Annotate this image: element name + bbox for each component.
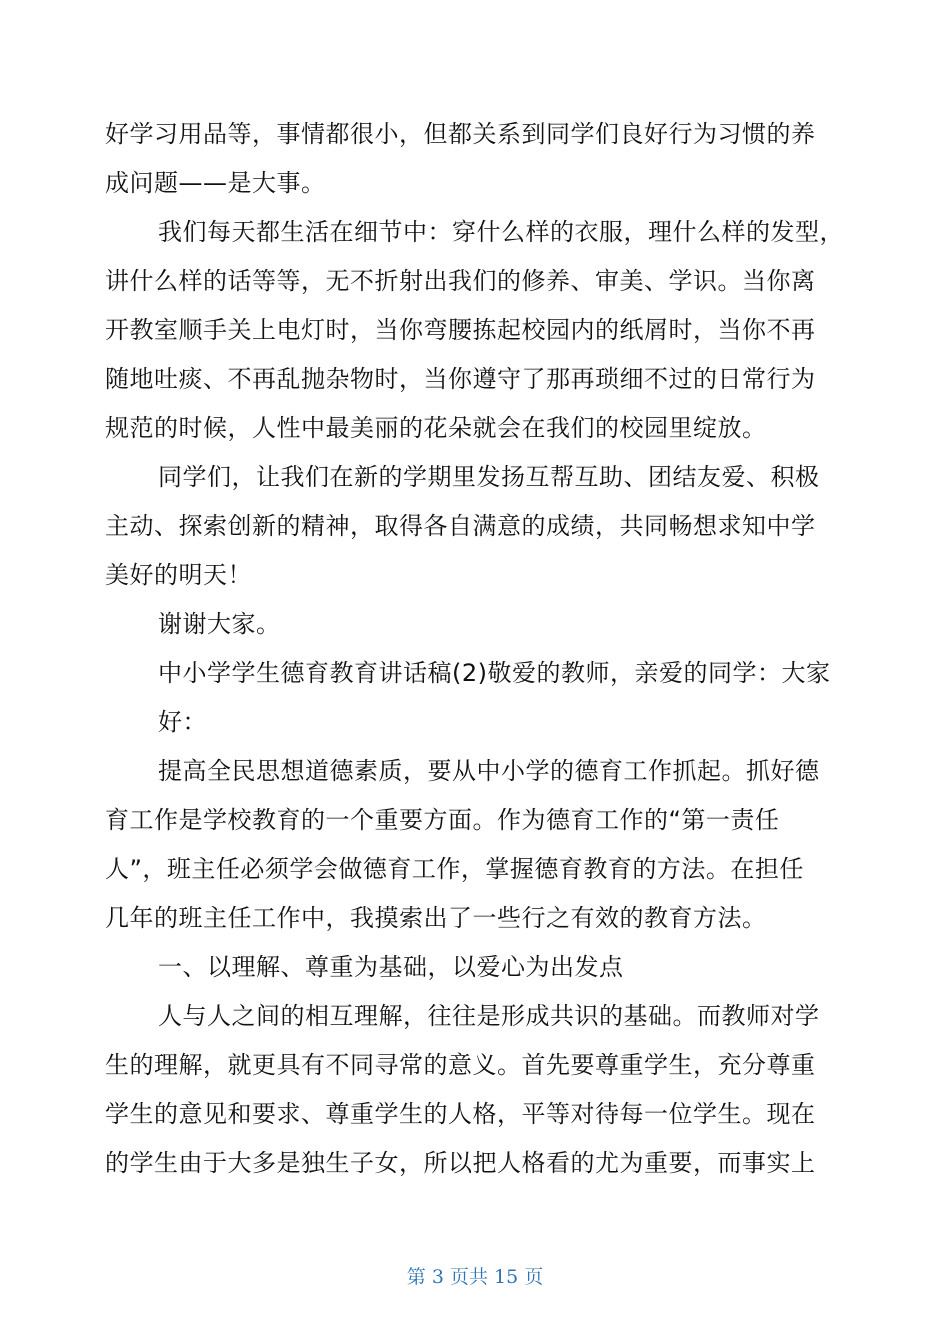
text-line: 规范的时候，人性中最美丽的花朵就会在我们的校园里绽放。: [105, 414, 767, 442]
text-line: 生的理解，就更具有不同寻常的意义。首先要尊重学生，充分尊重: [105, 1051, 816, 1079]
text-line: 我们每天都生活在细节中：穿什么样的衣服，理什么样的发型，: [158, 218, 844, 246]
text-line: 提高全民思想道德素质，要从中小学的德育工作抓起。抓好德: [158, 757, 820, 785]
text-line: 的学生由于大多是独生子女，所以把人格看的尤为重要，而事实上: [105, 1149, 816, 1177]
text-line: 人与人之间的相互理解，往往是形成共识的基础。而教师对学: [158, 1002, 820, 1030]
text-line: 美好的明天！: [105, 561, 252, 589]
text-line: 中小学学生德育教育讲话稿(2)敬爱的教师，亲爱的同学：大家: [158, 659, 831, 687]
text-line: 成问题——是大事。: [105, 169, 326, 197]
text-line: 育工作是学校教育的一个重要方面。作为德育工作的“第一责任: [105, 806, 780, 834]
page-number-footer: 第 3 页共 15 页: [406, 1266, 544, 1288]
text-line: 一、以理解、尊重为基础，以爱心为出发点: [158, 953, 624, 981]
document-body: [105, 110, 845, 1188]
text-line: 随地吐痰、不再乱抛杂物时，当你遵守了那再琐细不过的日常行为: [105, 365, 816, 393]
text-line: 学生的意见和要求、尊重学生的人格，平等对待每一位学生。现在: [105, 1100, 816, 1128]
text-line: 人”，班主任必须学会做德育工作，掌握德育教育的方法。在担任: [105, 855, 804, 883]
text-line: 讲什么样的话等等，无不折射出我们的修养、审美、学识。当你离: [105, 267, 816, 295]
text-line: 好：: [158, 708, 207, 736]
text-line: 主动、探索创新的精神，取得各自满意的成绩，共同畅想求知中学: [105, 512, 816, 540]
text-line: 谢谢大家。: [158, 610, 281, 638]
text-line: 好学习用品等，事情都很小，但都关系到同学们良好行为习惯的养: [105, 120, 816, 148]
text-line: 开教室顺手关上电灯时，当你弯腰拣起校园内的纸屑时，当你不再: [105, 316, 816, 344]
text-line: 同学们，让我们在新的学期里发扬互帮互助、团结友爱、积极: [158, 463, 820, 491]
text-line: 几年的班主任工作中，我摸索出了一些行之有效的教育方法。: [105, 904, 767, 932]
